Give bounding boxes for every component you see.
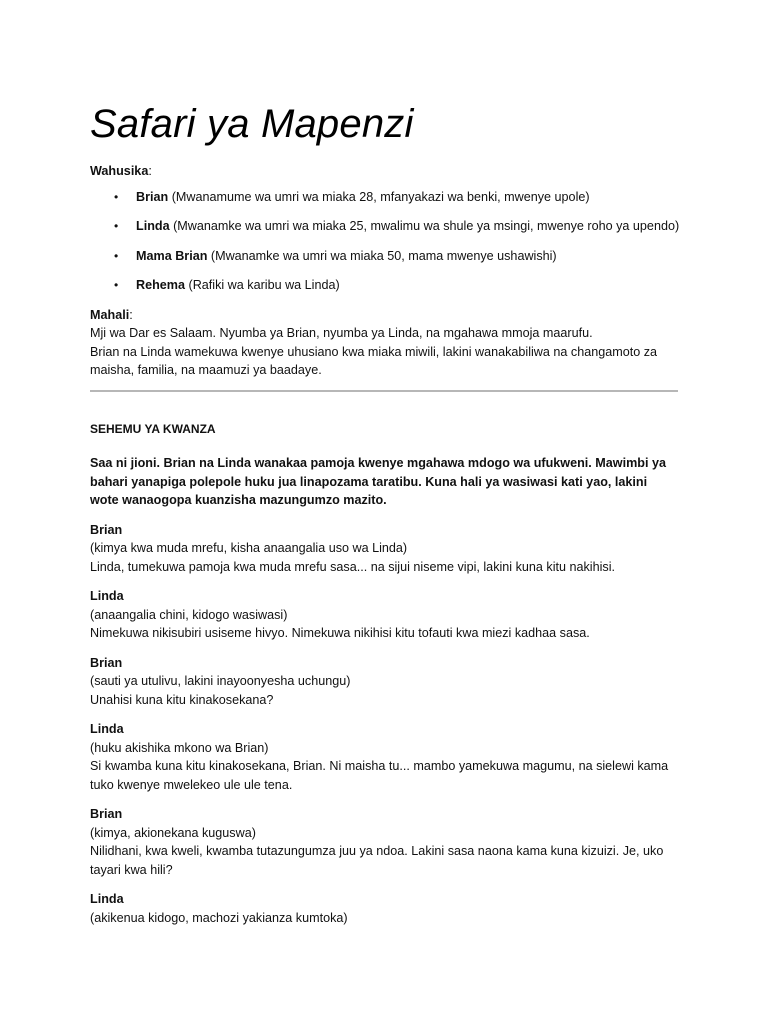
scene-intro: Saa ni jioni. Brian na Linda wanakaa pamoja kwenye mgahawa mdogo wa ufukweni. Mawimbi ya bahari yanapiga polepole huku jua linapozama taratibu. Kuna hali ya wasiwasi kati yao, lakini wote wanaogopa kuanzisha mazungumzo mazito. [90,456,666,507]
stage-direction: (sauti ya utulivu, lakini inayoonyesha uchungu) [90,674,351,688]
horizontal-rule [90,390,678,392]
dialogue-line: Nilidhani, kwa kweli, kwamba tutazungumza juu ya ndoa. Lakini sasa naona kama kuna kizuizi. Je, uko tayari kwa hili? [90,844,664,877]
dialogue-line: Si kwamba kuna kitu kinakosekana, Brian. Ni maisha tu... mambo yamekuwa magumu, na sielewi kama tuko kwenye mwelekeo ule ule tena. [90,759,669,792]
character-desc: (Mwanamke wa umri wa miaka 50, mama mwenye ushawishi) [210,248,557,263]
dialogue-block [90,587,678,643]
character-name: Brian [136,189,169,204]
speaker-name: Linda [90,722,124,736]
dialogue-block [90,805,678,879]
character-item [90,276,678,295]
stage-direction: (anaangalia chini, kidogo wasiwasi) [90,607,288,622]
setting-heading [90,306,678,325]
setting-section [90,306,678,380]
character-item [90,217,678,236]
character-desc: (Mwanamke wa umri wa miaka 25, mwalimu wa shule ya msingi, mwenye roho ya upendo) [173,219,680,233]
stage-direction: (akikenua kidogo, machozi yakianza kumtoka) [90,910,348,925]
dialogue-line: Unahisi kuna kitu kinakosekana? [90,692,274,707]
character-desc: (Mwanamume wa umri wa miaka 28, mfanyakazi wa benki, mwenye upole) [171,189,590,204]
character-item [90,188,678,207]
setting-label: Mahali [90,307,130,322]
speaker-name: Brian [90,655,123,670]
character-item [90,247,678,266]
speaker-name: Brian [90,522,123,537]
setting-colon: : [129,307,133,322]
dialogue-block [90,654,678,710]
bullet-icon: • [114,189,119,204]
speaker-name: Linda [90,892,124,906]
part-title: SEHEMU YA KWANZA [90,421,216,436]
characters-list [90,188,678,295]
stage-direction: (kimya kwa muda mrefu, kisha anaangalia uso wa Linda) [90,541,408,555]
characters-colon: : [148,164,152,178]
document-page [90,98,678,938]
bullet-icon: • [114,278,119,292]
speaker-name: Linda [90,589,124,603]
dialogue-block [90,890,678,927]
character-name: Mama Brian [136,248,208,263]
bullet-icon: • [114,219,119,233]
dialogue-line: Nimekuwa nikisubiri usiseme hivyo. Nimekuwa nikihisi kitu tofauti kwa miezi kadhaa sasa. [90,626,590,640]
character-name: Rehema [136,278,185,292]
characters-label: Wahusika [90,164,149,178]
character-name: Linda [136,219,170,233]
dialogue-block [90,521,678,577]
dialogue-line: Linda, tumekuwa pamoja kwa muda mrefu sasa... na sijui niseme vipi, lakini kuna kitu nakihisi. [90,559,615,574]
setting-line-1: Mji wa Dar es Salaam. Nyumba ya Brian, nyumba ya Linda, na mgahawa mmoja maarufu. [90,326,593,340]
setting-line-2: Brian na Linda wamekuwa kwenye uhusiano kwa miaka miwili, lakini wanakabiliwa na changamoto za maisha, familia, na maamuzi ya baadaye. [90,344,658,377]
speaker-name: Brian [90,807,123,821]
dialogue-block [90,720,678,794]
character-desc: (Rafiki wa karibu wa Linda) [188,278,340,292]
stage-direction: (huku akishika mkono wa Brian) [90,740,269,755]
characters-heading [90,162,678,181]
bullet-icon: • [114,248,119,263]
document-title: Safari ya Mapenzi [90,102,414,146]
stage-direction: (kimya, akionekana kuguswa) [90,825,256,840]
